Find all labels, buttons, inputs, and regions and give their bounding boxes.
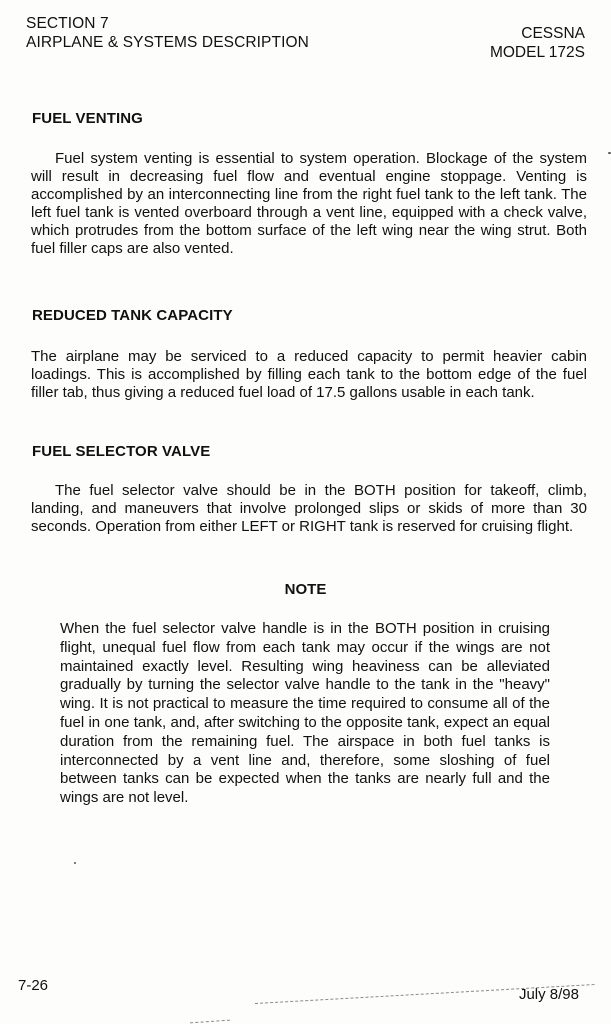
section-number: SECTION 7: [26, 15, 109, 32]
section-title: AIRPLANE & SYSTEMS DESCRIPTION: [26, 34, 309, 51]
page-number: 7-26: [18, 977, 49, 994]
aircraft-model: MODEL 172S: [489, 44, 585, 61]
heading-fuel-venting: FUEL VENTING: [32, 110, 143, 127]
page-header-right: [490, 24, 585, 62]
paragraph-reduced-tank-capacity: The airplane may be serviced to a reduced capacity to permit heavier cabin loadings. This is accomplished by filling each tank to the bottom edge of the fuel filler tab, thus giving a reduced fuel load of 17.5 gallons usable in each tank.: [31, 348, 587, 401]
paragraph-fuel-selector-valve: The fuel selector valve should be in the BOTH position for takeoff, climb, landing, and maneuvers that involve prolonged slips or skids of more than 30 seconds. Operation from either LEFT or RIGHT tank is reserved for cruising flight.: [31, 482, 587, 535]
scan-artifact-mark: [190, 1020, 230, 1024]
page-header-left: [26, 14, 309, 52]
heading-fuel-selector-valve: FUEL SELECTOR VALVE: [32, 443, 211, 460]
scan-speck: [74, 862, 76, 864]
heading-reduced-tank-capacity: REDUCED TANK CAPACITY: [32, 307, 233, 324]
revision-date: July 8/98: [518, 986, 579, 1003]
paragraph-fuel-venting: Fuel system venting is essential to system operation. Blockage of the system will result in decreasing fuel flow and eventual engine stoppage. Venting is accomplished by an interconnecting line from the right fuel tank to the left tank. The left fuel tank is vented overboard through a vent line, equipped with a check valve, which protrudes from the bottom surface of the left wing near the wing strut. Both fuel filler caps are also vented.: [31, 150, 587, 257]
note-title: NOTE: [284, 581, 327, 598]
manufacturer-name: CESSNA: [521, 25, 585, 42]
note-body: When the fuel selector valve handle is in the BOTH position in cruising flight, unequal fuel flow from each tank may occur if the wings are not maintained exactly level. Resulting wing heaviness can be alleviated gradually by turning the selector valve handle to the tank in the "heavy" wing. It is not practical to measure the time required to consume all of the fuel in one tank, and, after switching to the opposite tank, expect an equal duration from the remaining fuel. The airspace in both fuel tanks is interconnected by a vent line and, therefore, some sloshing of fuel between tanks can be expected when the tanks are nearly full and the wings are not level.: [60, 620, 550, 807]
